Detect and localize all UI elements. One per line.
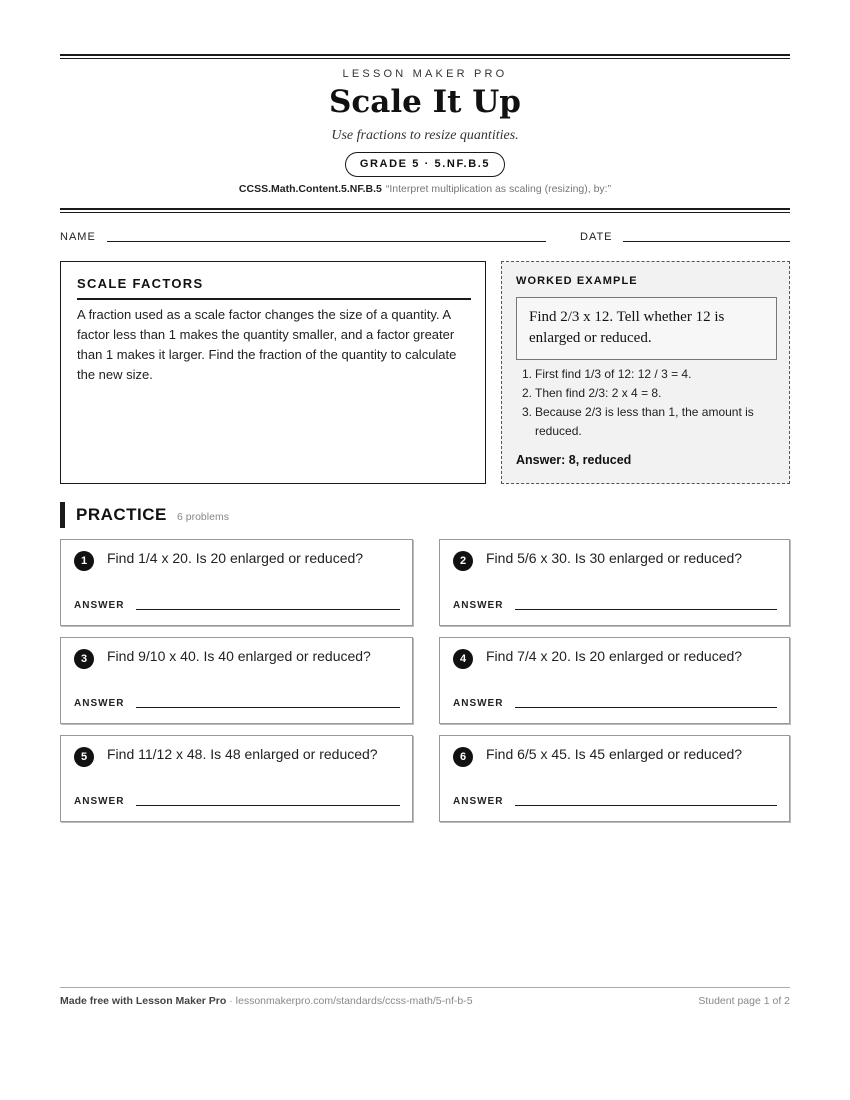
practice-count: 6 problems xyxy=(177,511,229,523)
step-number: 1. xyxy=(522,367,533,381)
problem-number-badge: 3 xyxy=(74,649,94,669)
problem-number-badge: 2 xyxy=(453,551,473,571)
problem-number-badge: 5 xyxy=(74,747,94,767)
problem-text: Find 1/4 x 20. Is 20 enlarged or reduced? xyxy=(107,550,364,566)
brand-name: LESSON MAKER PRO xyxy=(342,68,508,80)
standard-code: CCSS.Math.Content.5.NF.B.5 xyxy=(238,183,382,195)
problem-number-badge: 6 xyxy=(453,747,473,767)
problem-card xyxy=(439,539,790,626)
problem-card xyxy=(60,637,413,724)
answer-field[interactable] xyxy=(515,609,777,610)
standard-quote: “Interpret multiplication as scaling (resizing), by:” xyxy=(385,183,612,195)
step-text: Because 2/3 is less than 1, the amount is reduced. xyxy=(535,405,754,438)
problem-card xyxy=(439,735,790,822)
answer-label: ANSWER xyxy=(74,796,125,807)
header-bottom-rule xyxy=(60,208,790,213)
answer-label: ANSWER xyxy=(453,600,504,611)
worked-example-box xyxy=(501,261,790,484)
worksheet-subtitle: Use fractions to resize quantities. xyxy=(331,128,519,143)
answer-field[interactable] xyxy=(515,805,777,806)
concept-heading: SCALE FACTORS xyxy=(77,276,204,291)
worksheet-page xyxy=(60,0,790,1100)
grade-badge: GRADE 5 · 5.NF.B.5 xyxy=(345,152,505,177)
date-label: DATE xyxy=(580,231,613,243)
answer-label: ANSWER xyxy=(74,600,125,611)
answer-field[interactable] xyxy=(136,707,400,708)
step-number: 2. xyxy=(522,386,533,400)
worksheet-title: Scale It Up xyxy=(329,84,521,120)
answer-field[interactable] xyxy=(136,805,400,806)
problem-card xyxy=(60,735,413,822)
example-steps xyxy=(516,365,778,441)
answer-label: ANSWER xyxy=(74,698,125,709)
step-number: 3. xyxy=(522,405,533,419)
concept-divider xyxy=(77,298,471,300)
problem-text: Find 7/4 x 20. Is 20 enlarged or reduced? xyxy=(486,648,743,664)
footer-credit xyxy=(60,995,473,1007)
practice-accent-bar xyxy=(60,502,65,528)
answer-field[interactable] xyxy=(136,609,400,610)
practice-title: PRACTICE xyxy=(76,505,167,524)
problem-card xyxy=(439,637,790,724)
answer-field[interactable] xyxy=(515,707,777,708)
problem-text: Find 9/10 x 40. Is 40 enlarged or reduced? xyxy=(107,648,371,664)
header-top-rule xyxy=(60,54,790,59)
problem-text: Find 6/5 x 45. Is 45 enlarged or reduced? xyxy=(486,746,743,762)
date-field[interactable] xyxy=(623,241,790,242)
problem-number-badge: 1 xyxy=(74,551,94,571)
name-label: NAME xyxy=(60,231,96,243)
step-text: Then find 2/3: 2 x 4 = 8. xyxy=(535,386,662,400)
footer-rule xyxy=(60,987,790,988)
footer-url[interactable]: · lessonmakerpro.com/standards/ccss-math/5-nf-b-5 xyxy=(226,995,473,1007)
example-step xyxy=(516,365,778,384)
scale-factors-box xyxy=(60,261,486,484)
example-step xyxy=(516,384,778,403)
footer-made-with: Made free with Lesson Maker Pro xyxy=(60,995,227,1007)
example-answer: Answer: 8, reduced xyxy=(516,453,632,467)
name-field[interactable] xyxy=(107,241,546,242)
answer-label: ANSWER xyxy=(453,796,504,807)
step-text: First find 1/3 of 12: 12 / 3 = 4. xyxy=(535,367,692,381)
example-step xyxy=(516,403,778,441)
problem-number-badge: 4 xyxy=(453,649,473,669)
problem-card xyxy=(60,539,413,626)
example-heading: WORKED EXAMPLE xyxy=(516,275,638,287)
problem-text: Find 11/12 x 48. Is 48 enlarged or reduced? xyxy=(107,746,378,762)
standard-line xyxy=(60,183,790,195)
example-problem: Find 2/3 x 12. Tell whether 12 is enlarged or reduced. xyxy=(516,297,777,360)
concept-body: A fraction used as a scale factor changes the size of a quantity. A factor less than 1 makes the quantity smaller, and a factor greater than 1 makes it larger. Find the fraction of the quantity to calculate the new size. xyxy=(77,307,457,382)
problem-text: Find 5/6 x 30. Is 30 enlarged or reduced? xyxy=(486,550,743,566)
answer-label: ANSWER xyxy=(453,698,504,709)
footer-page-number: Student page 1 of 2 xyxy=(698,995,790,1007)
